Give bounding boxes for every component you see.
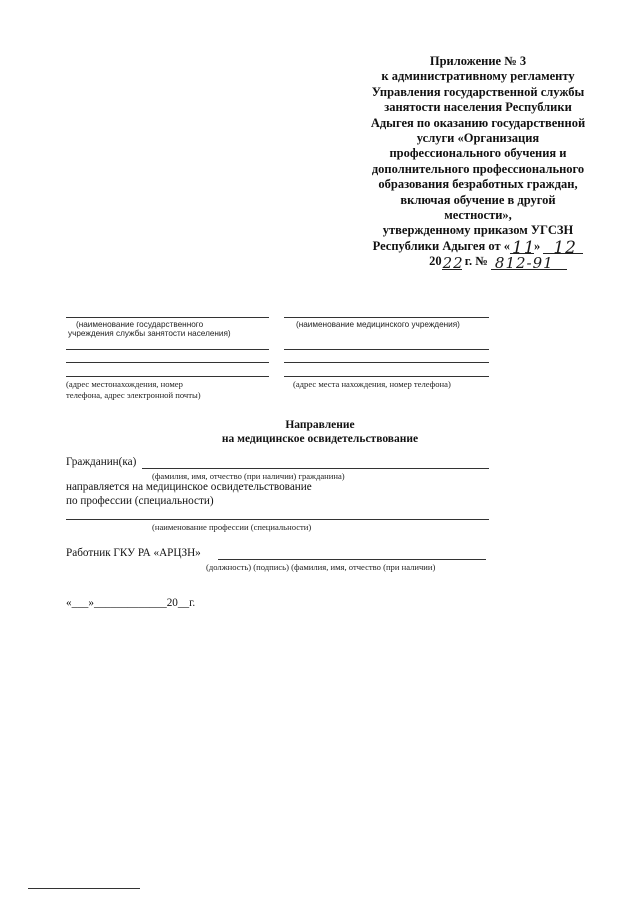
- appendix-line: к административному регламенту: [381, 69, 575, 84]
- profession-line: по профессии (специальности): [66, 495, 214, 507]
- appendix-header: [360, 54, 596, 273]
- appendix-line: Адыгея по оказанию государственной: [370, 115, 586, 130]
- order-mid: »: [533, 238, 541, 253]
- year-prefix: 20: [429, 254, 442, 269]
- appendix-line: включая обучение в другой: [400, 192, 556, 207]
- org-address-caption-1: (адрес местонахождения, номер: [66, 379, 183, 389]
- year-handwritten: 22: [442, 254, 464, 273]
- order-number-handwritten: 812-91: [494, 254, 554, 273]
- order-month-field: [543, 237, 583, 258]
- appendix-line: занятости населения Республики: [384, 100, 572, 115]
- medical-org-caption: (наименование медицинского учреждения): [296, 320, 460, 329]
- document-title: Направление: [285, 419, 355, 431]
- appendix-line: образования безработных граждан,: [378, 177, 578, 192]
- worker-caption: (должность) (подпись) (фамилия, имя, отчество (при наличии): [206, 562, 436, 572]
- profession-name-line: [66, 519, 489, 520]
- year-field: [442, 254, 464, 273]
- appendix-line: Управления государственной службы: [371, 84, 585, 99]
- worker-signature-line: [218, 559, 486, 560]
- org-blank-line: [66, 349, 269, 350]
- org-address-caption-2: телефона, адрес электронной почты): [66, 390, 201, 400]
- org-blank-line: [66, 362, 269, 363]
- medical-address-line: [284, 376, 489, 377]
- appendix-line: местности»,: [444, 208, 512, 223]
- year-after: г. №: [461, 254, 488, 269]
- medical-org-name-line: [284, 317, 489, 318]
- citizen-name-line: [142, 468, 489, 469]
- footnote-separator: [28, 888, 140, 889]
- date-line: «___»_____________20__г.: [66, 597, 196, 609]
- citizen-label: Гражданин(ка): [66, 456, 137, 468]
- appendix-line: утвержденному приказом УГСЗН: [382, 223, 574, 238]
- sent-line: направляется на медицинское освидетельствование: [66, 481, 312, 493]
- order-number-field: [491, 254, 567, 273]
- order-date-line: [360, 237, 596, 258]
- order-day-field: [510, 237, 536, 258]
- org-name-line: [66, 317, 269, 318]
- appendix-line: дополнительного профессионального: [371, 161, 585, 176]
- order-day-handwritten: 11: [511, 237, 536, 258]
- org-name-caption-2: учреждения службы занятости населения): [68, 329, 231, 338]
- medical-blank-line: [284, 349, 489, 350]
- org-address-line: [66, 376, 269, 377]
- document-subtitle: на медицинское освидетельствование: [221, 433, 419, 445]
- appendix-line: услуги «Организация: [416, 131, 540, 146]
- medical-blank-line: [284, 362, 489, 363]
- order-number-line: [360, 254, 596, 273]
- order-line-prefix: Республики Адыгея от «: [372, 238, 510, 253]
- worker-label: Работник ГКУ РА «АРЦЗН»: [66, 547, 201, 559]
- appendix-line: Приложение № 3: [429, 54, 527, 68]
- order-month-handwritten: 12: [553, 237, 577, 258]
- appendix-line: профессионального обучения и: [389, 146, 567, 161]
- medical-address-caption: (адрес места нахождения, номер телефона): [293, 379, 451, 389]
- citizen-caption: (фамилия, имя, отчество (при наличии) гражданина): [152, 471, 345, 481]
- profession-caption: (наименование профессии (специальности): [152, 522, 312, 532]
- org-name-caption-1: (наименование государственного: [76, 320, 204, 329]
